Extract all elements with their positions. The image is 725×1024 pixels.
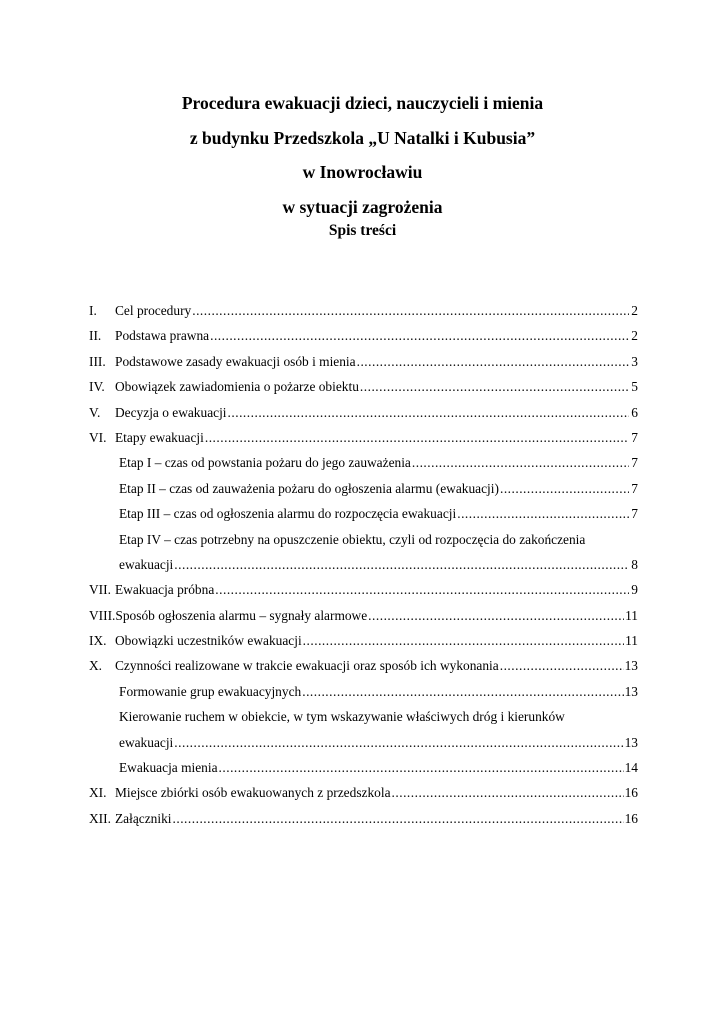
toc-entry-number: I. [89,303,97,318]
toc-entry-page: 13 [624,734,638,750]
toc-entry-4[interactable] [89,374,638,399]
toc-entry-label: Czynności realizowane w trakcie ewakuacji oraz sposób ich wykonania [115,658,499,674]
toc-entry-2[interactable] [89,323,638,348]
toc-entry-page: 2 [631,328,638,344]
toc-entry-page: 5 [631,379,638,395]
dot-leader [500,476,629,501]
toc-entry-7[interactable] [89,577,638,602]
toc-entry-page: 14 [624,760,638,776]
toc-entry-number: VIII. [89,607,116,623]
toc-entry-label: Sposób ogłoszenia alarmu – sygnały alarmowe [115,607,368,623]
toc-entry-page: 7 [631,480,638,496]
toc-entry-number: VI. [89,429,107,445]
dot-leader [174,552,629,577]
toc-entry-12[interactable] [89,806,638,831]
toc-entry-label: Etap III – czas od ogłoszenia alarmu do rozpoczęcia ewakuacji [119,506,457,522]
dot-leader [228,400,629,425]
toc-entry-label: Obowiązki uczestników ewakuacji [115,633,302,649]
toc-entry-label: Etap IV – czas potrzebny na opuszczenie obiektu, czyli od rozpoczęcia do zakończenia [119,531,586,547]
toc-entry-number: IV. [89,379,105,395]
toc-entry-label: Ewakuacja mienia [119,760,218,776]
toc-entry-1[interactable] [89,298,638,323]
toc-subentry-ewakuacja-mienia[interactable] [89,755,638,780]
toc-entry-label: Formowanie grup ewakuacyjnych [119,683,302,699]
table-of-contents [89,298,638,831]
toc-entry-9[interactable] [89,628,638,653]
toc-entry-label: Podstawowe zasady ewakuacji osób i mienia [115,353,356,369]
toc-subentry-kierowanie-ruchem-line-2[interactable] [89,730,638,755]
toc-subentry-etap-1[interactable] [89,450,638,475]
toc-entry-label: Ewakuacja próbna [115,582,215,598]
toc-entry-page: 13 [624,683,638,699]
toc-entry-number: IX. [89,633,107,649]
toc-entry-label: Etap II – czas od zauważenia pożaru do ogłoszenia alarmu (ewakuacji) [119,480,499,496]
toc-entry-8[interactable] [89,603,638,628]
dot-leader [174,730,623,755]
toc-subentry-kierowanie-ruchem-line-1[interactable] [89,704,638,729]
toc-entry-page: 11 [625,607,638,623]
toc-entry-5[interactable] [89,400,638,425]
toc-entry-page: 2 [631,303,638,318]
toc-entry-number: II. [89,328,102,344]
dot-leader [357,349,629,374]
dot-leader [392,780,624,805]
dot-leader [457,501,629,526]
toc-entry-page: 16 [624,810,638,826]
toc-subentry-etap-3[interactable] [89,501,638,526]
toc-entry-number: X. [89,658,103,674]
toc-entry-10[interactable] [89,653,638,678]
dot-leader [303,628,624,653]
dot-leader [215,577,629,602]
toc-entry-number: III. [89,353,106,369]
dot-leader [173,806,624,831]
toc-entry-label-continued: ewakuacji [119,734,174,750]
dot-leader [500,653,624,678]
toc-entry-page: 3 [631,353,638,369]
title-line-4: w sytuacji zagrożenia [282,196,443,217]
toc-entry-label: Załączniki [115,810,172,826]
toc-entry-page: 9 [631,582,638,598]
toc-entry-page: 16 [624,785,638,801]
toc-entry-page: 11 [625,633,638,649]
dot-leader [192,298,629,323]
document-title [0,86,725,224]
toc-entry-label-continued: ewakuacji [119,556,174,572]
dot-leader [219,755,624,780]
toc-heading: Spis treści [328,222,397,239]
title-line-1: Procedura ewakuacji dzieci, nauczycieli i mienia [181,93,544,113]
dot-leader [210,323,629,348]
toc-entry-page: 13 [624,658,638,674]
toc-entry-label: Etapy ewakuacji [115,429,204,445]
toc-entry-page: 8 [631,556,638,572]
toc-entry-label: Kierowanie ruchem w obiekcie, w tym wskazywanie właściwych dróg i kierunków [119,709,565,725]
dot-leader [412,450,629,475]
dot-leader [302,679,623,704]
toc-subentry-etap-2[interactable] [89,476,638,501]
toc-entry-label: Obowiązek zawiadomienia o pożarze obiektu [115,379,359,395]
toc-entry-page: 6 [631,404,638,420]
toc-subentry-etap-4-line-1[interactable] [89,527,638,552]
toc-entry-label: Podstawa prawna [115,328,210,344]
dot-leader [360,374,629,399]
dot-leader [205,425,629,450]
toc-entry-page: 7 [631,429,638,445]
toc-entry-number: V. [89,404,101,420]
toc-entry-number: XII. [89,810,111,826]
toc-entry-label: Cel procedury [115,303,192,318]
toc-entry-page: 7 [631,506,638,522]
toc-entry-label: Etap I – czas od powstania pożaru do jego zauważenia [119,455,411,471]
toc-entry-page: 7 [631,455,638,471]
toc-entry-number: XI. [89,785,107,801]
dot-leader [368,603,624,628]
title-line-3: w Inowrocławiu [302,162,423,182]
toc-entry-3[interactable] [89,349,638,374]
toc-entry-11[interactable] [89,780,638,805]
toc-entry-number: VII. [89,582,111,598]
toc-subentry-formowanie-grup[interactable] [89,679,638,704]
toc-entry-label: Miejsce zbiórki osób ewakuowanych z przedszkola [115,785,391,801]
toc-subentry-etap-4-line-2[interactable] [89,552,638,577]
title-line-2: z budynku Przedszkola „U Natalki i Kubusia” [189,127,536,148]
toc-entry-label: Decyzja o ewakuacji [115,404,227,420]
toc-entry-6[interactable] [89,425,638,450]
